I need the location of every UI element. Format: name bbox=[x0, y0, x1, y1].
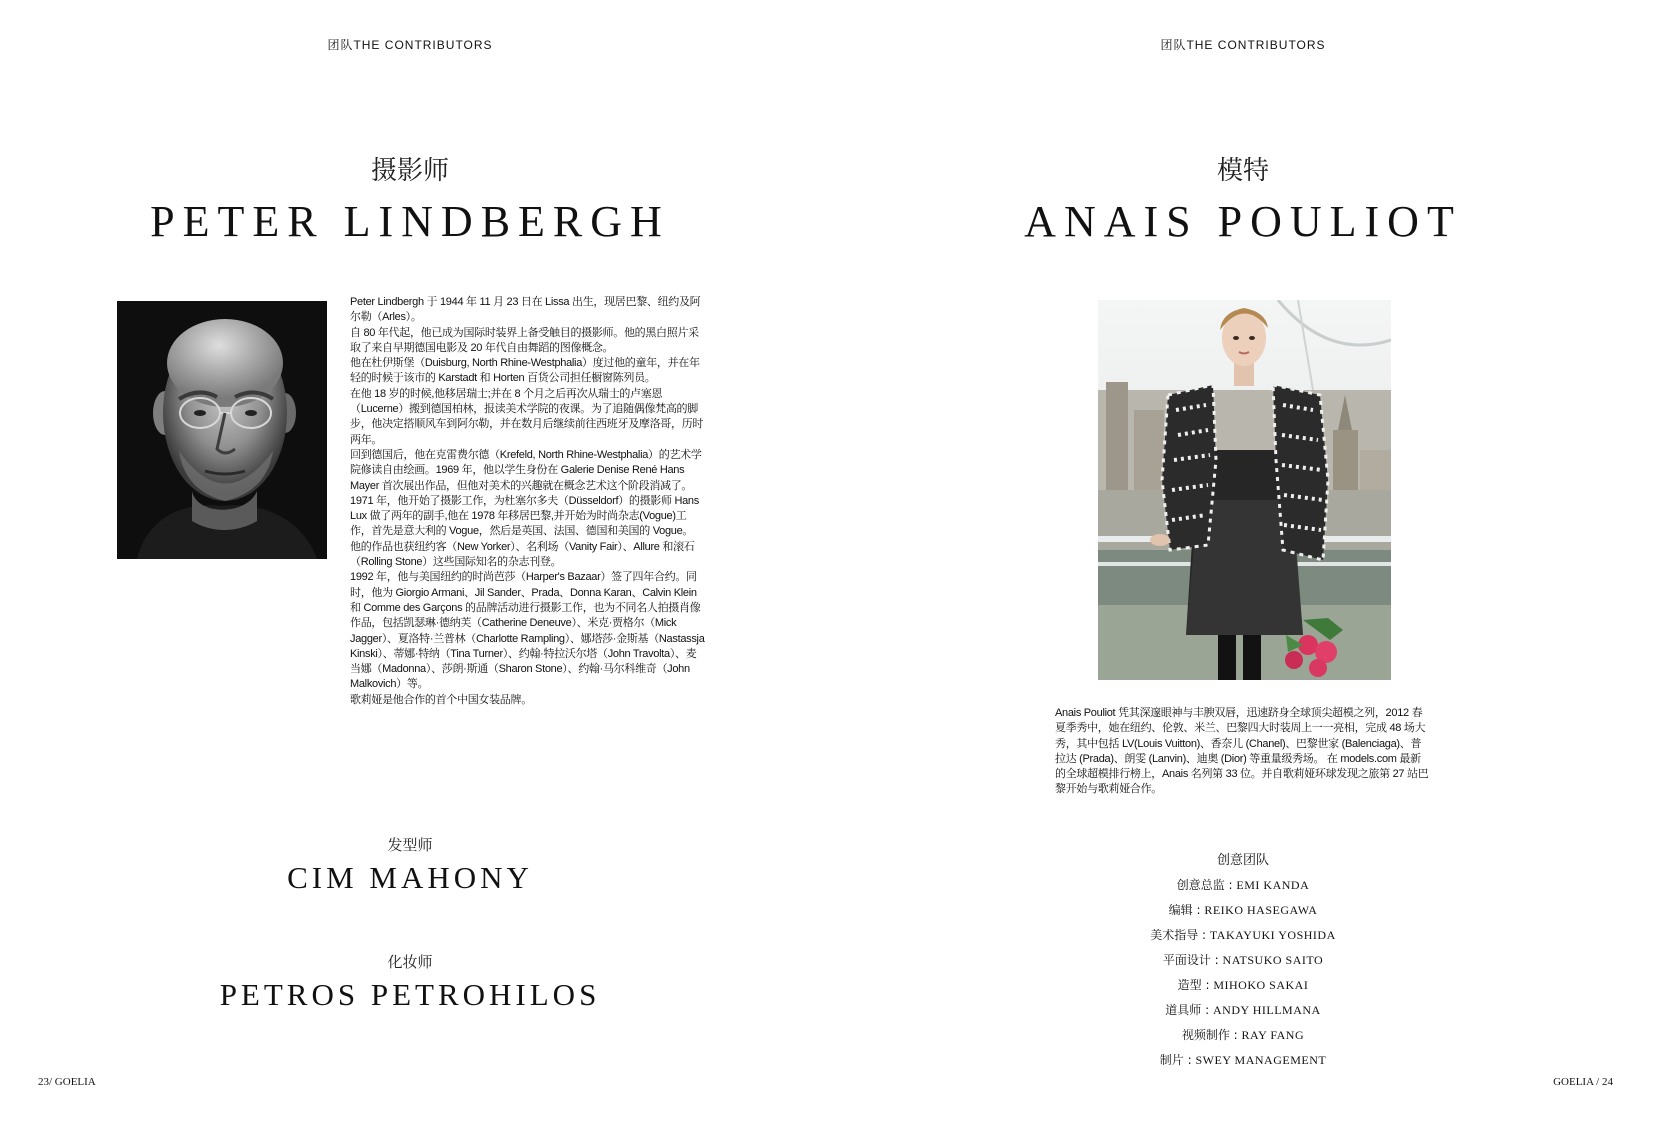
bio-paragraph: 在他 18 岁的时候,他移居瑞士;并在 8 个月之后再次从瑞士的卢塞恩（Lucerne）搬到德国柏林，报读美术学院的夜课。为了追随偶像梵高的脚步，他决定搭顺风车到阿尔勒，并在数月后继续前往西班牙及摩洛哥，历时两年。 bbox=[350, 387, 704, 446]
credit-role: 创意总监 : bbox=[1176, 878, 1237, 892]
photographer-name: PETER LINDBERGH bbox=[150, 197, 670, 246]
makeup-role: 化妆师 bbox=[387, 953, 433, 971]
credit-row bbox=[1043, 948, 1443, 973]
credit-row bbox=[1043, 1023, 1443, 1048]
credit-name: SWEY MANAGEMENT bbox=[1195, 1053, 1327, 1067]
left-page-header: 团队THE CONTRIBUTORS bbox=[327, 38, 493, 52]
credit-row bbox=[1043, 873, 1443, 898]
credit-name: ANDY HILLMANA bbox=[1212, 1003, 1321, 1017]
credit-role: 制片 : bbox=[1159, 1053, 1196, 1067]
model-photo bbox=[1098, 300, 1391, 680]
model-bio bbox=[1055, 706, 1431, 798]
credit-name: MIHOKO SAKAI bbox=[1213, 978, 1309, 992]
credit-role: 美术指导 : bbox=[1150, 928, 1210, 942]
bio-paragraph: 1992 年，他与美国纽约的时尚芭莎（Harper's Bazaar）签了四年合约。同时，他为 Giorgio Armani、Jil Sander、Prada、Donna Karan、Calvin Klein 和 Comme des Garçons 的品牌活动进行摄影工作，也为不同名人拍摄肖像作品，包括凯瑟琳·德纳芙（Catherine Deneuve）、米克·贾格尔（Mick Jagger）、夏洛特·兰普林（Charlotte Rampling）、娜塔莎·金斯基（Nastassja Kinski）、蒂娜·特纳（Tina Turner）、约翰·特拉沃尔塔（John Travolta）、麦当娜（Madonna）、莎朗·斯通（Sharon Stone）、约翰·马尔科维奇（John Malkovich）等。 bbox=[350, 571, 705, 691]
bio-paragraph: 歌莉娅是他合作的首个中国女装品牌。 bbox=[350, 693, 532, 706]
credit-row bbox=[1043, 898, 1443, 923]
credit-role: 平面设计 : bbox=[1162, 953, 1223, 967]
photographer-portrait bbox=[117, 301, 327, 559]
credits-title: 创意团队 bbox=[1216, 853, 1269, 868]
hair-name: CIM MAHONY bbox=[287, 860, 533, 895]
credit-role: 视频制作 : bbox=[1181, 1028, 1242, 1042]
bio-paragraph: Peter Lindbergh 于 1944 年 11 月 23 日在 Lissa 出生，现居巴黎、纽约及阿尔勒（Arles）。 bbox=[350, 296, 701, 324]
photographer-bio bbox=[350, 295, 706, 708]
credit-name: REIKO HASEGAWA bbox=[1204, 903, 1318, 917]
credit-name: NATSUKO SAITO bbox=[1222, 953, 1324, 967]
credit-role: 编辑 : bbox=[1168, 903, 1205, 917]
hair-role: 发型师 bbox=[387, 836, 433, 854]
model-bio-text: Anais Pouliot 凭其深邃眼神与丰腴双唇，迅速跻身全球顶尖超模之列，2012 春夏季秀中，她在纽约、伦敦、米兰、巴黎四大时装周上一一亮相，完成 48 场大秀，其中包括 LV(Louis Vuitton)、香奈儿 (Chanel)、巴黎世家 (Balenciaga)、普拉达 (Prada)、朗雯 (Lanvin)、迪奥 (Dior) 等重量级秀场。 在 models.com 最新的全球超模排行榜上，Anais 名列第 33 位。并自歌莉娅环球发现之旅第 27 站巴黎开始与歌莉娅合作。 bbox=[1055, 707, 1429, 796]
bio-paragraph: 回到德国后，他在克雷费尔德（Krefeld, North Rhine-Westphalia）的艺术学院修读自由绘画。1969 年，他以学生身份在 Galerie Denise René Hans Mayer 首次展出作品，但他对美术的兴趣就在概念艺术这个阶段消减了。 bbox=[350, 448, 702, 492]
credit-row bbox=[1043, 998, 1443, 1023]
credit-row bbox=[1043, 923, 1443, 948]
credit-role: 道具师 : bbox=[1165, 1003, 1213, 1017]
bio-paragraph: 自 80 年代起，他已成为国际时装界上备受触目的摄影师。他的黑白照片采取了来自早期德国电影及 20 年代自由舞蹈的图像概念。 bbox=[350, 326, 699, 354]
right-page-header: 团队THE CONTRIBUTORS bbox=[1160, 38, 1326, 52]
bio-paragraph: 1971 年，他开始了摄影工作，为杜塞尔多夫（Düsseldorf）的摄影师 Hans Lux 做了两年的副手,他在 1978 年移居巴黎,并开始为时尚杂志(Vogue)工作，首先是意大利的 Vogue，然后是英国、法国、德国和美国的 Vogue。 他的作品也获纽约客（New Yorker）、名利场（Vanity Fair）、Allure 和滚石（Rolling Stone）这些国际知名的杂志刊登。 bbox=[350, 494, 699, 569]
photographer-role: 摄影师 bbox=[370, 156, 449, 186]
makeup-name: PETROS PETROHILOS bbox=[219, 977, 601, 1012]
credit-role: 造型 : bbox=[1177, 978, 1214, 992]
right-page-folio: GOELIA / 24 bbox=[1553, 1076, 1613, 1088]
credits-block bbox=[1043, 848, 1443, 1073]
model-role: 模特 bbox=[1216, 156, 1269, 186]
model-name: ANAIS POULIOT bbox=[1024, 197, 1462, 246]
credit-name: RAY FANG bbox=[1241, 1028, 1305, 1042]
left-page-folio: 23/ GOELIA bbox=[38, 1076, 96, 1088]
bio-paragraph: 他在杜伊斯堡（Duisburg, North Rhine-Westphalia）度过他的童年，并在年轻的时候于该市的 Karstadt 和 Horten 百货公司担任橱窗陈列员。 bbox=[350, 357, 700, 385]
credit-name: TAKAYUKI YOSHIDA bbox=[1209, 928, 1336, 942]
credit-row bbox=[1043, 1048, 1443, 1073]
credit-name: EMI KANDA bbox=[1236, 878, 1310, 892]
credit-row bbox=[1043, 973, 1443, 998]
